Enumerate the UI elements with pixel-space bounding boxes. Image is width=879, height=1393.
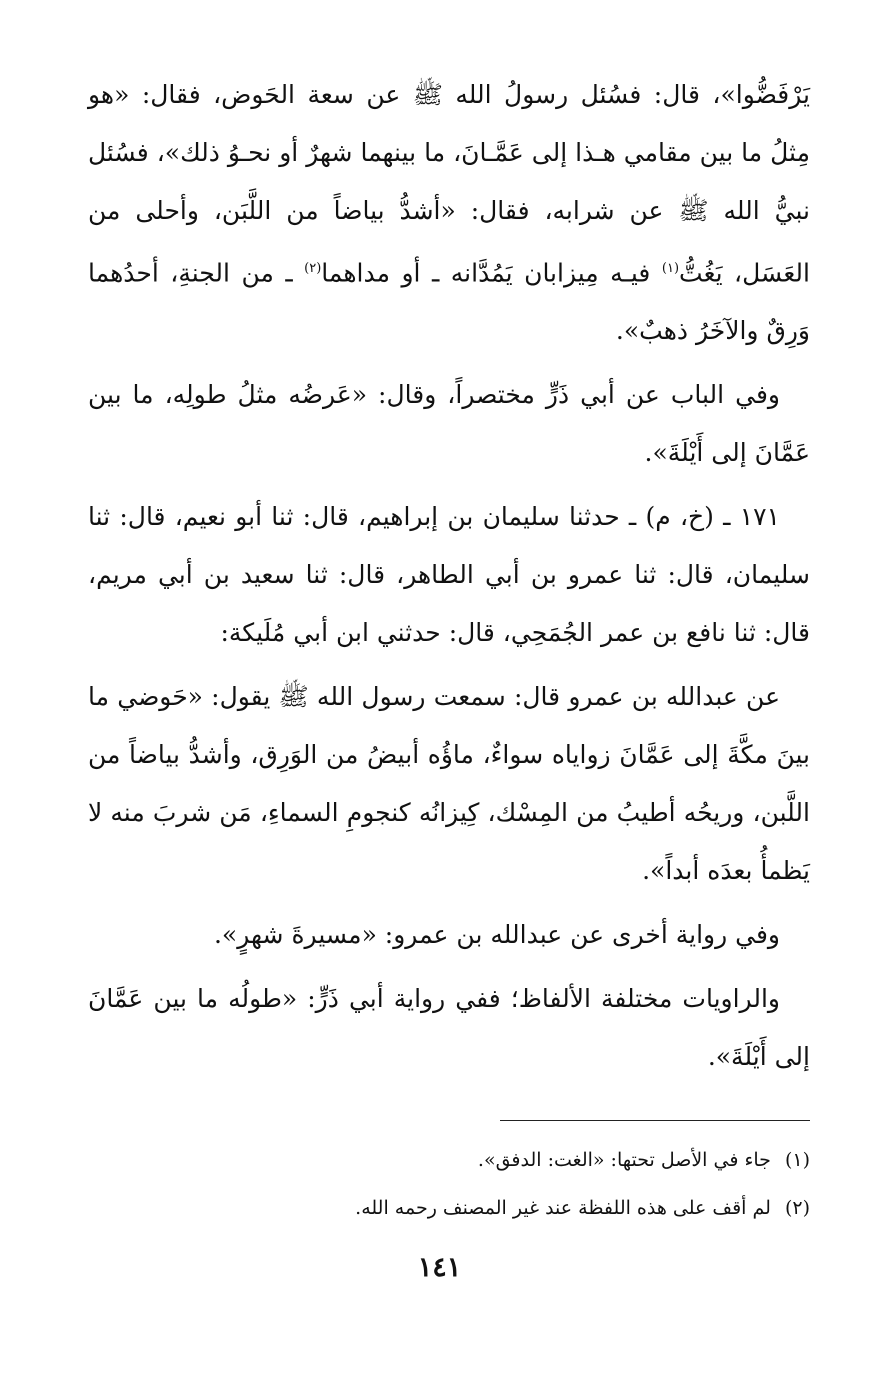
paragraph-hawd-hadith (88, 66, 810, 360)
footnote-number: (١) (784, 1149, 810, 1171)
main-text (88, 66, 810, 1086)
footnote-ref-1: (١) (661, 261, 680, 276)
paragraph-hadith-171-matn: عن عبدالله بن عمرو قال: سمعت رسول الله ﷺ يقول: «حَوضي ما بينَ مكَّةَ إلى عَمَّانَ زواياه سواءٌ، ماؤُه أبيضُ من الوَرِق، وأشدُّ بياضاً من اللَّبن، وريحُه أطيبُ من المِسْك، كِيزانُه كنجومِ السماءِ، مَن شربَ منه لا يَظمأُ بعدَه أبداً». (88, 682, 810, 886)
page-number: ١٤١ (417, 1252, 462, 1283)
footnote-text: لم أقف على هذه اللفظة عند غير المصنف رحمه الله. (355, 1197, 771, 1219)
paragraph-text: يَرْفَضُّوا»، قال: فسُئل رسولُ الله ﷺ عن سعة الحَوض، فقال: «هو مِثلُ ما بين مقامي هـذا إلى عَمَّـانَ، ما بينهما شهرٌ أو نحـوُ ذلك»، فسُئل نبيُّ الله ﷺ عن شرابه، فقال: «أشدُّ بياضاً من اللَّبَن، وأحلى من العَسَل، يَغُتُّ (88, 80, 810, 288)
footnote-1 (88, 1136, 810, 1184)
paragraph-other-narration: وفي رواية أخرى عن عبدالله بن عمرو: «مسيرةَ شهرٍ». (213, 920, 780, 950)
footnotes (88, 1136, 810, 1232)
footnote-2 (88, 1184, 810, 1232)
paragraph-text-continued: فيـه مِيزابان يَمُدَّانه ـ أو مداهما (321, 258, 662, 288)
paragraph-narrations-differ: والراويات مختلفة الألفاظ؛ ففي رواية أبي ذَرٍّ: «طولُه ما بين عَمَّانَ إلى أَيْلَةَ». (88, 984, 810, 1072)
paragraph-abu-dharr: وفي الباب عن أبي ذَرٍّ مختصراً، وقال: «عَرضُه مثلُ طولِه، ما بين عَمَّانَ إلى أَيْلَةَ». (88, 380, 810, 468)
footnote-divider (500, 1120, 810, 1121)
footnote-number: (٢) (784, 1197, 810, 1219)
footnote-text: جاء في الأصل تحتها: «الغت: الدفق». (477, 1149, 771, 1171)
paragraph-text-end: ـ من الجنةِ، أحدُهما وَرِقٌ والآخَرُ ذهبٌ». (88, 258, 810, 346)
paragraph-hadith-171-isnad: ١٧١ ـ (خ، م) ـ حدثنا سليمان بن إبراهيم، قال: ثنا أبو نعيم، قال: ثنا سليمان، قال: ثنا عمرو بن أبي الطاهر، قال: ثنا سعيد بن أبي مريم، قال: ثنا نافع بن عمر الجُمَحِي، قال: حدثني ابن أبي مُلَيكة: (88, 502, 810, 648)
footnote-ref-2: (٢) (304, 261, 322, 276)
